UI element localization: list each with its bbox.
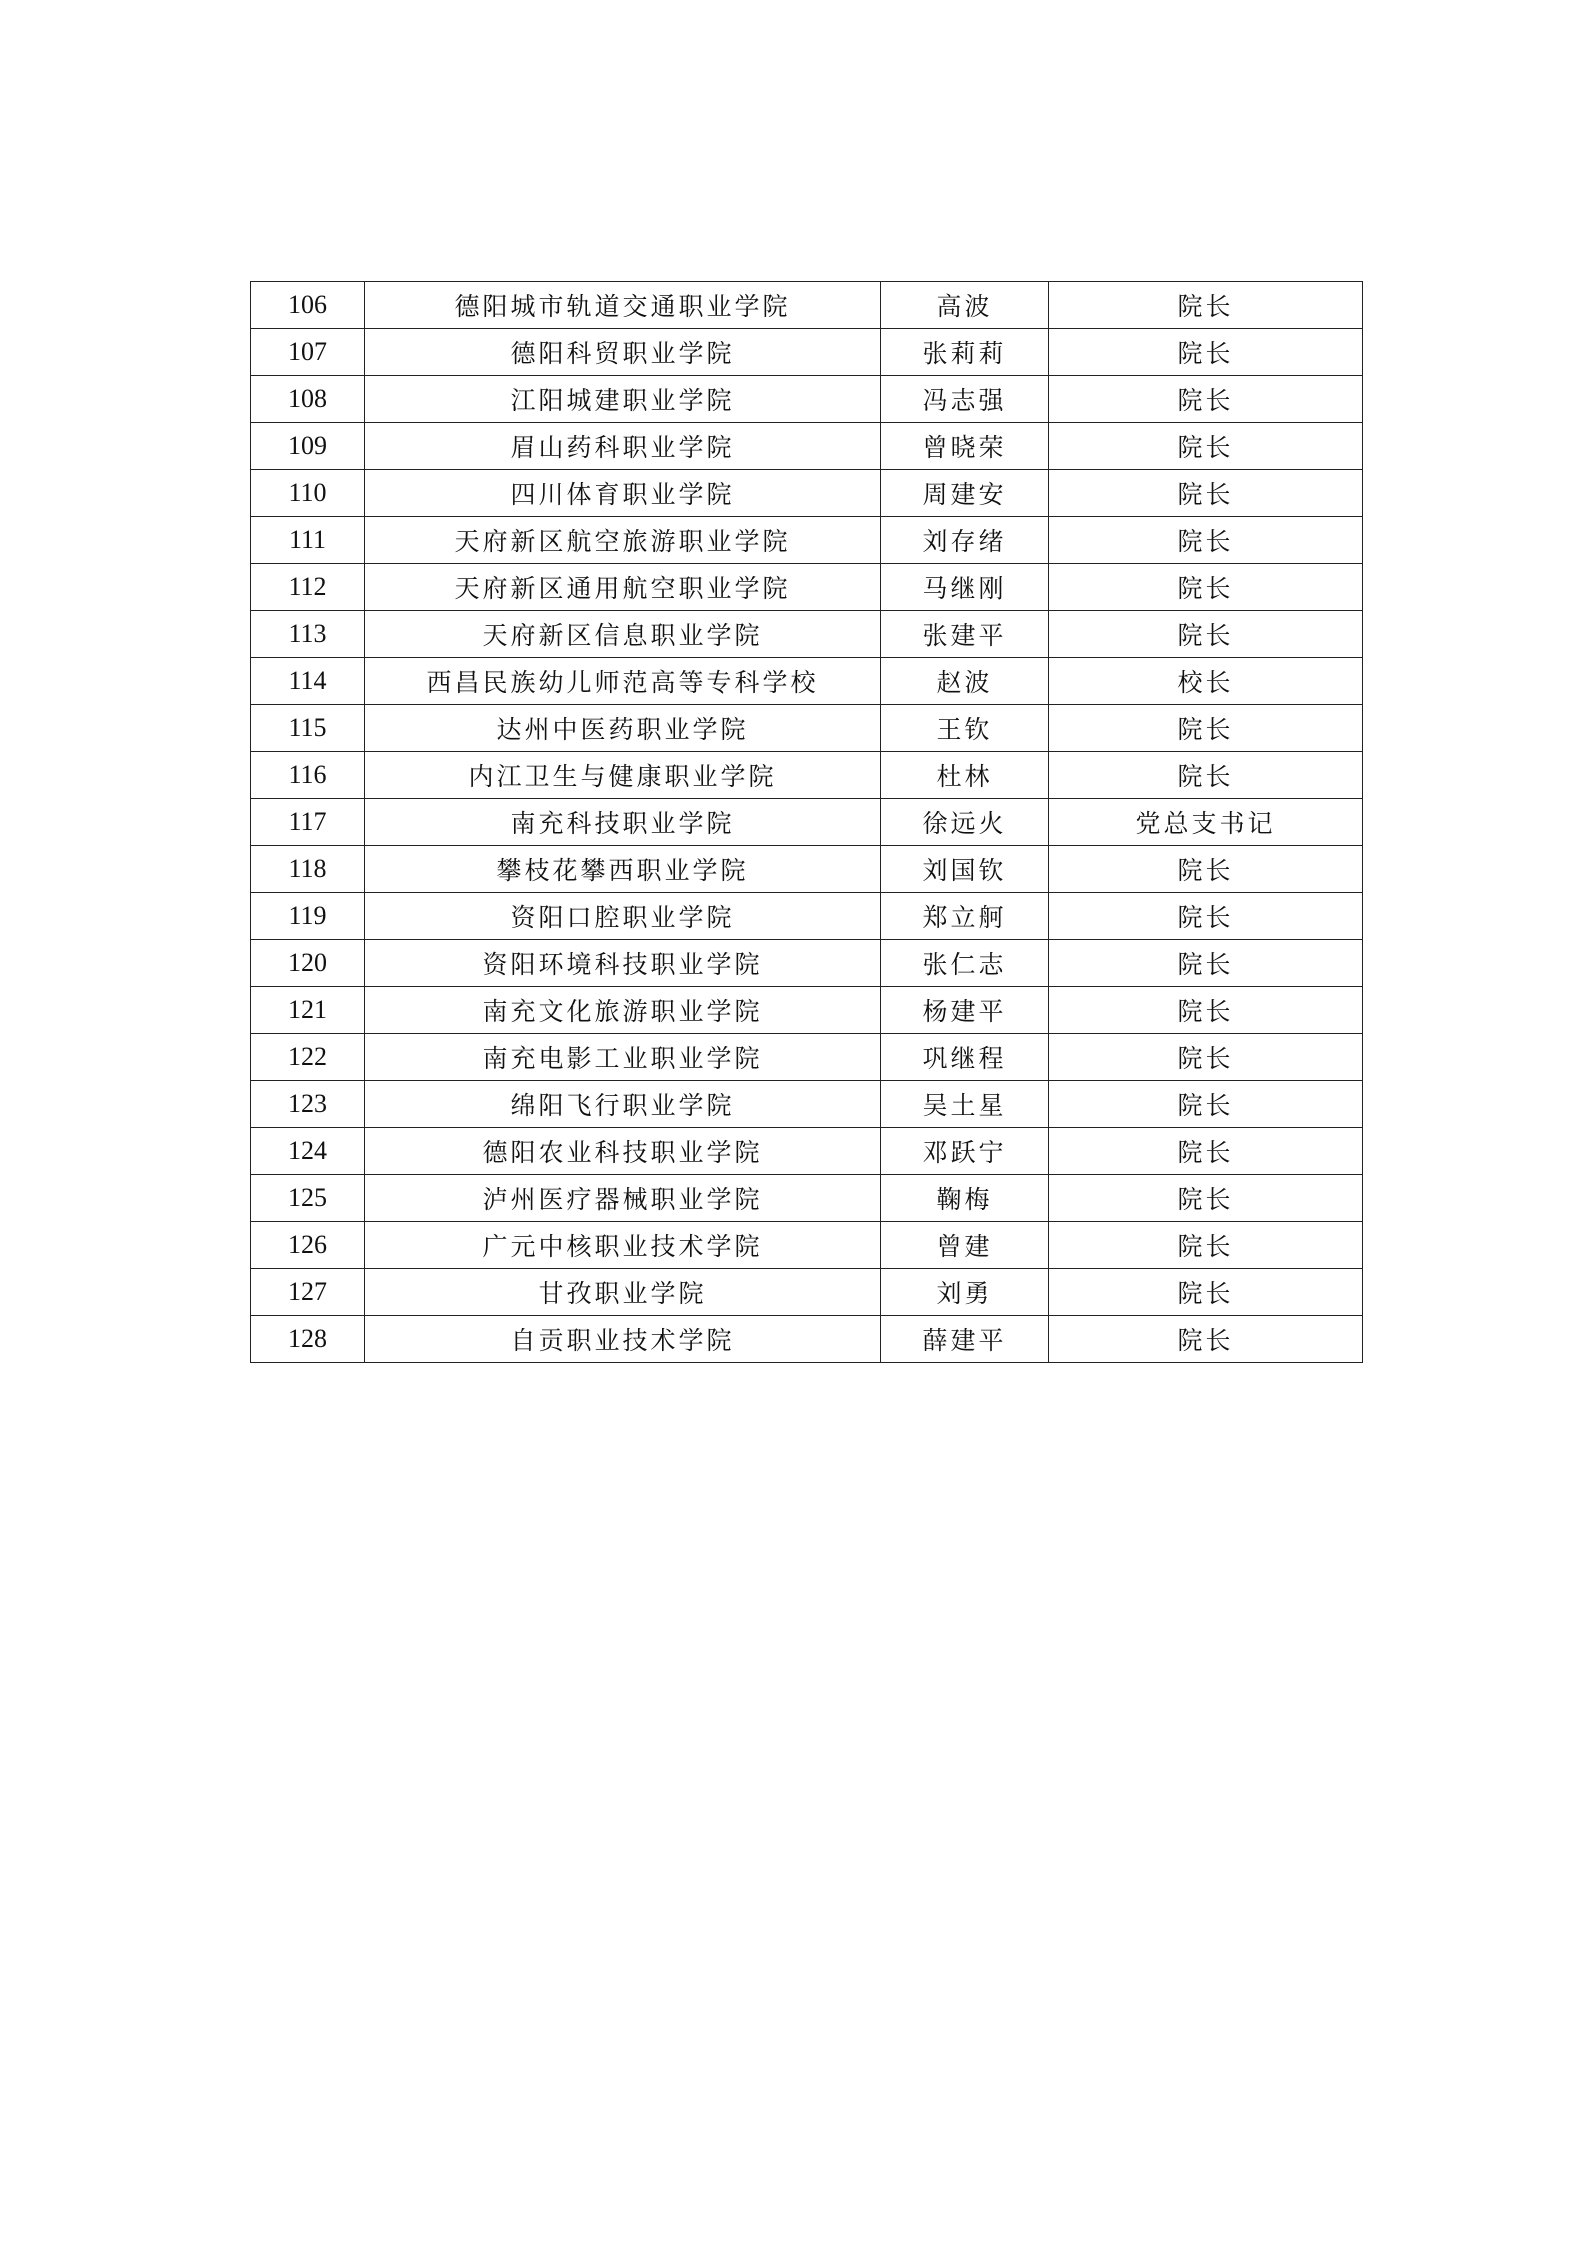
table-row xyxy=(251,987,1363,1034)
institution-leaders-table xyxy=(250,281,1363,1363)
table-row xyxy=(251,1175,1363,1222)
row-number-cell: 113 xyxy=(251,611,365,658)
institution-cell: 泸州医疗器械职业学院 xyxy=(365,1175,881,1222)
person-name-cell: 王钦 xyxy=(881,705,1049,752)
table-row xyxy=(251,799,1363,846)
table-row xyxy=(251,1269,1363,1316)
position-title-cell: 院长 xyxy=(1049,282,1363,329)
position-title-cell: 院长 xyxy=(1049,564,1363,611)
row-number-cell: 114 xyxy=(251,658,365,705)
institution-cell: 西昌民族幼儿师范高等专科学校 xyxy=(365,658,881,705)
institution-cell: 眉山药科职业学院 xyxy=(365,423,881,470)
person-name-cell: 杨建平 xyxy=(881,987,1049,1034)
table-row xyxy=(251,470,1363,517)
person-name-cell: 鞠梅 xyxy=(881,1175,1049,1222)
person-name-cell: 刘国钦 xyxy=(881,846,1049,893)
row-number-cell: 118 xyxy=(251,846,365,893)
person-name-cell: 曾晓荣 xyxy=(881,423,1049,470)
institution-cell: 甘孜职业学院 xyxy=(365,1269,881,1316)
row-number-cell: 106 xyxy=(251,282,365,329)
position-title-cell: 院长 xyxy=(1049,1222,1363,1269)
person-name-cell: 马继刚 xyxy=(881,564,1049,611)
institution-cell: 资阳口腔职业学院 xyxy=(365,893,881,940)
person-name-cell: 刘勇 xyxy=(881,1269,1049,1316)
institution-cell: 天府新区航空旅游职业学院 xyxy=(365,517,881,564)
person-name-cell: 徐远火 xyxy=(881,799,1049,846)
table-row xyxy=(251,423,1363,470)
table-row xyxy=(251,893,1363,940)
table-row xyxy=(251,329,1363,376)
position-title-cell: 院长 xyxy=(1049,376,1363,423)
table-row xyxy=(251,1034,1363,1081)
institution-cell: 南充科技职业学院 xyxy=(365,799,881,846)
table-row xyxy=(251,1128,1363,1175)
row-number-cell: 128 xyxy=(251,1316,365,1363)
position-title-cell: 院长 xyxy=(1049,1128,1363,1175)
person-name-cell: 巩继程 xyxy=(881,1034,1049,1081)
row-number-cell: 121 xyxy=(251,987,365,1034)
table-row xyxy=(251,658,1363,705)
row-number-cell: 117 xyxy=(251,799,365,846)
institution-cell: 天府新区信息职业学院 xyxy=(365,611,881,658)
institution-cell: 江阳城建职业学院 xyxy=(365,376,881,423)
institution-cell: 德阳农业科技职业学院 xyxy=(365,1128,881,1175)
table-row xyxy=(251,1316,1363,1363)
institution-cell: 德阳科贸职业学院 xyxy=(365,329,881,376)
position-title-cell: 院长 xyxy=(1049,1269,1363,1316)
person-name-cell: 吴土星 xyxy=(881,1081,1049,1128)
person-name-cell: 周建安 xyxy=(881,470,1049,517)
position-title-cell: 院长 xyxy=(1049,752,1363,799)
institution-cell: 南充文化旅游职业学院 xyxy=(365,987,881,1034)
person-name-cell: 邓跃宁 xyxy=(881,1128,1049,1175)
row-number-cell: 116 xyxy=(251,752,365,799)
institution-cell: 南充电影工业职业学院 xyxy=(365,1034,881,1081)
position-title-cell: 院长 xyxy=(1049,1175,1363,1222)
position-title-cell: 党总支书记 xyxy=(1049,799,1363,846)
table-row xyxy=(251,752,1363,799)
institution-cell: 天府新区通用航空职业学院 xyxy=(365,564,881,611)
table-row xyxy=(251,282,1363,329)
institution-cell: 四川体育职业学院 xyxy=(365,470,881,517)
position-title-cell: 校长 xyxy=(1049,658,1363,705)
person-name-cell: 杜林 xyxy=(881,752,1049,799)
position-title-cell: 院长 xyxy=(1049,611,1363,658)
row-number-cell: 110 xyxy=(251,470,365,517)
person-name-cell: 高波 xyxy=(881,282,1049,329)
position-title-cell: 院长 xyxy=(1049,705,1363,752)
row-number-cell: 107 xyxy=(251,329,365,376)
position-title-cell: 院长 xyxy=(1049,423,1363,470)
row-number-cell: 120 xyxy=(251,940,365,987)
institution-cell: 德阳城市轨道交通职业学院 xyxy=(365,282,881,329)
row-number-cell: 109 xyxy=(251,423,365,470)
row-number-cell: 108 xyxy=(251,376,365,423)
position-title-cell: 院长 xyxy=(1049,1316,1363,1363)
position-title-cell: 院长 xyxy=(1049,987,1363,1034)
person-name-cell: 赵波 xyxy=(881,658,1049,705)
table-row xyxy=(251,1081,1363,1128)
row-number-cell: 122 xyxy=(251,1034,365,1081)
row-number-cell: 125 xyxy=(251,1175,365,1222)
institution-cell: 自贡职业技术学院 xyxy=(365,1316,881,1363)
position-title-cell: 院长 xyxy=(1049,470,1363,517)
row-number-cell: 111 xyxy=(251,517,365,564)
institution-cell: 攀枝花攀西职业学院 xyxy=(365,846,881,893)
position-title-cell: 院长 xyxy=(1049,517,1363,564)
position-title-cell: 院长 xyxy=(1049,940,1363,987)
person-name-cell: 张建平 xyxy=(881,611,1049,658)
row-number-cell: 127 xyxy=(251,1269,365,1316)
person-name-cell: 张仁志 xyxy=(881,940,1049,987)
row-number-cell: 124 xyxy=(251,1128,365,1175)
person-name-cell: 冯志强 xyxy=(881,376,1049,423)
table-body xyxy=(251,282,1363,1363)
person-name-cell: 曾建 xyxy=(881,1222,1049,1269)
institution-cell: 内江卫生与健康职业学院 xyxy=(365,752,881,799)
person-name-cell: 薛建平 xyxy=(881,1316,1049,1363)
position-title-cell: 院长 xyxy=(1049,846,1363,893)
table-row xyxy=(251,846,1363,893)
table-row xyxy=(251,376,1363,423)
institution-cell: 广元中核职业技术学院 xyxy=(365,1222,881,1269)
table-row xyxy=(251,564,1363,611)
person-name-cell: 张莉莉 xyxy=(881,329,1049,376)
table-row xyxy=(251,1222,1363,1269)
row-number-cell: 119 xyxy=(251,893,365,940)
position-title-cell: 院长 xyxy=(1049,1081,1363,1128)
position-title-cell: 院长 xyxy=(1049,329,1363,376)
institution-cell: 资阳环境科技职业学院 xyxy=(365,940,881,987)
table-row xyxy=(251,611,1363,658)
position-title-cell: 院长 xyxy=(1049,1034,1363,1081)
person-name-cell: 郑立舸 xyxy=(881,893,1049,940)
table-row xyxy=(251,517,1363,564)
row-number-cell: 112 xyxy=(251,564,365,611)
row-number-cell: 115 xyxy=(251,705,365,752)
institution-cell: 绵阳飞行职业学院 xyxy=(365,1081,881,1128)
row-number-cell: 123 xyxy=(251,1081,365,1128)
table-row xyxy=(251,705,1363,752)
institution-cell: 达州中医药职业学院 xyxy=(365,705,881,752)
row-number-cell: 126 xyxy=(251,1222,365,1269)
person-name-cell: 刘存绪 xyxy=(881,517,1049,564)
table-row xyxy=(251,940,1363,987)
position-title-cell: 院长 xyxy=(1049,893,1363,940)
